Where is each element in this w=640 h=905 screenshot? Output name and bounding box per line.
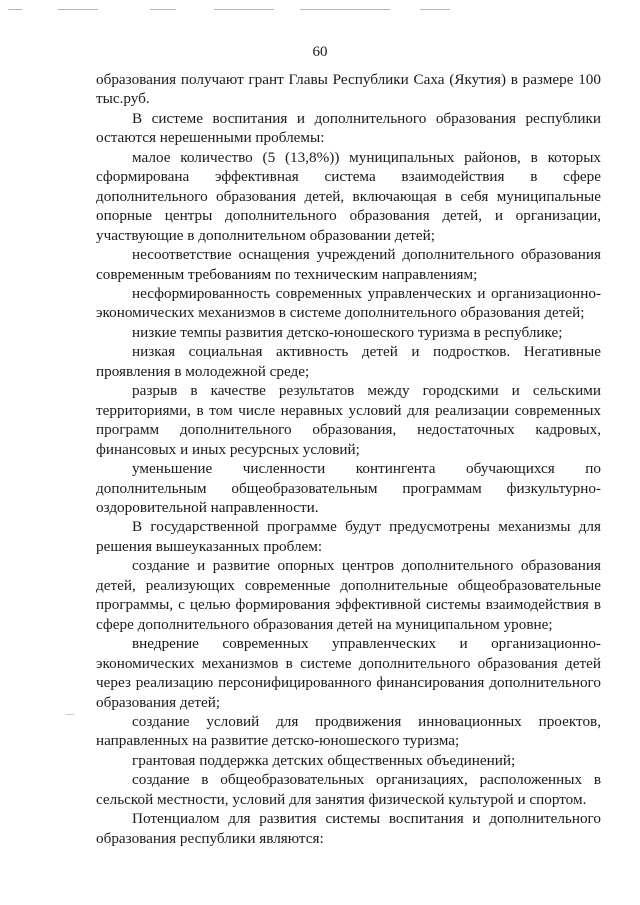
list-item: внедрение современных управленческих и организационно-экономических механизмов в системе дополнительного образования детей через реализацию персонифицированного финансирования дополнительного образования детей; xyxy=(96,635,601,711)
paragraph: В системе воспитания и дополнительного образования республики остаются нерешенными проблемы: xyxy=(96,109,601,147)
scan-artifact-line xyxy=(0,9,640,11)
document-body xyxy=(96,70,601,848)
list-item: несоответствие оснащения учреждений дополнительного образования современным требованиям по техническим направлениям; xyxy=(96,246,601,283)
list-item: низкая социальная активность детей и подростков. Негативные проявления в молодежной среде; xyxy=(96,343,601,380)
list-item: создание и развитие опорных центров дополнительного образования детей, реализующих современные дополнительные общеобразовательные программы, с целью формирования эффективной системы взаимодействия в сфере дополнительного образования детей на муниципальном уровне; xyxy=(96,557,601,633)
list-item: создание условий для продвижения инновационных проектов, направленных на развитие детско-юношеского туризма; xyxy=(96,712,601,750)
page-number: 60 xyxy=(312,44,328,60)
list-item: несформированность современных управленческих и организационно-экономических механизмов в системе дополнительного образования детей; xyxy=(96,284,601,322)
scan-margin-mark xyxy=(66,714,74,715)
list-item: низкие темпы развития детско-юношеского туризма в республике; xyxy=(132,323,563,341)
paragraph: Потенциалом для развития системы воспитания и дополнительного образования республики являются: xyxy=(96,810,601,847)
list-item: грантовая поддержка детских общественных объединений; xyxy=(132,751,516,769)
list-item: разрыв в качестве результатов между городскими и сельскими территориями, в том числе неравных условий для реализации современных программ дополнительного образования, недостаточных кадровых, финансовых и иных ресурсных условий; xyxy=(96,382,601,458)
list-item: малое количество (5 (13,8%)) муниципальных районов, в которых сформирована эффективная система взаимодействия в сфере дополнительного образования детей, включающая в себя муниципальные опорные центры дополнительного образования детей, и организации, участвующие в дополнительном образовании детей; xyxy=(96,148,601,244)
paragraph: В государственной программе будут предусмотрены механизмы для решения вышеуказанных проблем: xyxy=(96,518,601,555)
paragraph: образования получают грант Главы Республики Саха (Якутия) в размере 100 тыс.руб. xyxy=(96,71,601,108)
list-item: уменьшение численности контингента обучающихся по дополнительным общеобразовательным программам физкультурно-оздоровительной направленности. xyxy=(96,460,601,516)
list-item: создание в общеобразовательных организациях, расположенных в сельской местности, условий для занятия физической культурой и спортом. xyxy=(96,771,601,808)
